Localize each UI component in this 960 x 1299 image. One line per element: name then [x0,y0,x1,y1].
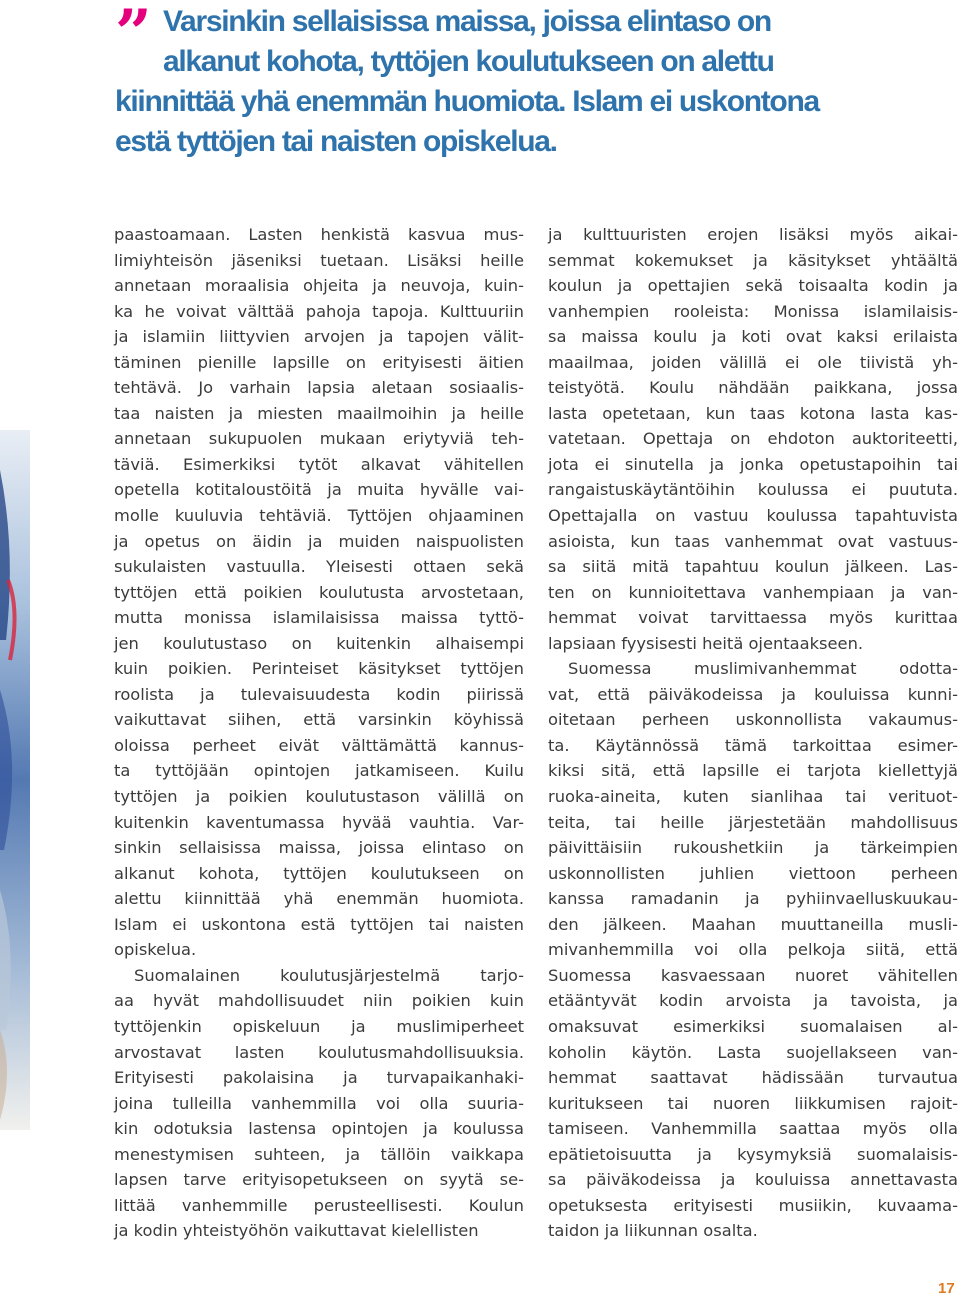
body-text-line: limiyhteisön jäseniksi tuetaan. Lisäksi heille [114,250,524,270]
body-text-line: sa maissa koulu ja koti ovat kaksi erilaista [548,327,958,347]
body-text-line: taidon ja liikunnan osalta. [548,1221,758,1241]
body-text-line: Islam ei uskontona estä tyttöjen tai naisten [114,914,524,934]
right-column-body-text [548,222,958,1244]
body-text-line: ja opetus on äidin ja muiden naispuolisten [114,531,524,551]
body-text-line: etääntyvät kodin arvoista ja tavoista, ja [548,991,958,1011]
body-text-line: molle kuuluvia tehtäviä. Tyttöjen ohjaaminen [114,506,524,526]
body-text-line: ten on kunnioitettava vanhempiaan ja van- [548,582,958,602]
body-text-line: lapsen tarve erityisopetukseen on syytä se- [114,1170,524,1190]
page-number: 17 [938,1280,955,1297]
body-text-line: kuritukseen tai nuoren liikkumisen rajoit- [548,1093,958,1113]
body-text-line: Suomessa muslimivanhemmat odotta- [568,659,958,679]
body-text-line: ka he voivat välttää pahoja tapoja. Kulttuuriin [114,301,524,321]
pull-quote-line: Varsinkin sellaisissa maissa, joissa elintaso on [163,5,771,38]
body-text-line: Erityisesti pakolaisina ja turvapaikanhaki- [114,1068,524,1088]
body-text-line: alkanut kohota, tyttöjen koulutukseen on [114,863,524,883]
side-decorative-image [0,430,30,1130]
body-text-line: Opettajalla on vastuu koulussa tapahtuvista [548,506,958,526]
body-text-line: epätietoisuutta ja kysymyksiä suomalaisis- [548,1144,958,1164]
body-text-line: lapsiaan fyysisesti heitä ojentaakseen. [548,633,864,653]
body-text-line: annetaan moraalisia ohjeita ja neuvoja, kuin- [114,276,524,296]
body-text-line: opiskelua. [114,940,197,960]
body-text-line: den jälkeen. Maahan muuttaneilla musli- [548,914,958,934]
side-image-graphic [0,430,30,1130]
body-text-line: hemmat saattavat hädissään turvautua [548,1068,958,1088]
pull-quote-line: alkanut kohota, tyttöjen koulutukseen on alettu [163,45,774,78]
body-text-line: ta. Käytännössä tämä tarkoittaa esimer- [548,735,958,755]
body-text-line: tehtävä. Jo varhain lapsia aletaan sosiaalis- [114,378,524,398]
body-text-line: mutta monissa islamilaisissa maissa tyttö- [114,608,524,628]
body-text-line: menestymisen suhteen, ja tällöin vaikkapa [114,1144,524,1164]
body-text-line: ja kulttuuristen erojen lisäksi myös aikai- [548,225,958,244]
body-text-line: teistyötä. Koulu nähdään paikkana, jossa [548,378,958,398]
body-text-line: maailmaa, joiden välillä ei ole tiivistä yh- [548,352,958,372]
body-text-line: täviä. Esimerkiksi tytöt alkavat vähitellen [114,454,524,474]
body-text-line: oloissa perheet eivät välttämättä kannus- [114,735,524,755]
left-column-body-text [114,222,524,1244]
body-text-line: littää vanhemmille perusteellisesti. Koulun [114,1195,524,1215]
body-text-line: taa naisten ja miesten maailmoihin ja heille [114,403,524,423]
body-text-line: teita, tai heille järjestetään mahdollisuus [548,812,958,832]
body-text-line: omaksuvat esimerkiksi suomalaisen al- [548,1016,958,1036]
body-text-line: vaikuttavat siihen, että varsinkin köyhissä [114,710,524,730]
body-text-line: jota ei sinutella ja jonka opetustapoihin tai [548,454,958,474]
body-text-line: opetuksesta erityisesti musiikin, kuvaama- [548,1195,958,1215]
body-text-line: kiksi sitä, että lapsille ei tarjota kiellettyjä [548,761,958,781]
body-text-line: vatetaan. Opettaja on ehdoton auktoriteetti, [548,429,958,449]
body-text-line: oitetaan perheen uskonnollista vakaumus- [548,710,958,730]
body-text-line: tyttöjenkin opiskeluun ja muslimiperheet [114,1016,524,1036]
body-text-line: päivittäisiin rukoushetkiin ja tärkeimpien [548,838,958,858]
body-text-line: hemmat voivat tarvittaessa myös kurittaa [548,608,958,628]
quote-mark: ” [115,0,148,71]
body-text-line: kuin poikien. Perinteiset käsitykset tyttöjen [114,659,524,679]
body-text-line: ja kodin yhteistyöhön vaikuttavat kielellisten [114,1221,479,1241]
body-text-line: joina tulleilla vanhemmilla voi olla suuria- [114,1093,524,1113]
body-text-line: Suomalainen koulutusjärjestelmä tarjo- [134,965,524,985]
body-text-line: jen koulutustaso on kuitenkin alhaisempi [114,633,524,653]
body-text-line: tyttöjen että poikien koulutusta arvostetaan, [114,582,524,602]
body-text-line: Suomessa kasvaessaan nuoret vähitellen [548,965,958,985]
body-text-line: ruoka-aineita, kuten sianlihaa tai verituot- [548,787,958,807]
body-text-line: ja islamiin liittyvien arvojen ja tapojen välit- [114,327,524,347]
body-text-line: kanssa ramadanin ja pyhiinvaelluskuukau- [548,889,958,909]
pull-quote-line: kiinnittää yhä enemmän huomiota. Islam ei uskontona [115,85,819,118]
body-text-line: roolista ja tulevaisuudesta kodin piirissä [114,684,524,704]
body-text-line: opetella kotitaloustöitä ja muita hyvälle vai- [114,480,524,500]
body-text-line: täminen pienille lapsille on erityisesti äitien [114,352,524,372]
body-text-line: sa siitä mitä tapahtuu koulun jälkeen. Las- [548,557,958,577]
body-text-line: tyttöjen ja poikien koulutustason välillä on [114,787,524,807]
body-text-line: koulun ja opettajien sekä toisaalta kodin ja [548,276,958,296]
body-text-line: vat, että päiväkodeissa ja kouluissa kunni- [548,684,958,704]
body-text-line: rangaistuskäytäntöihin koulussa ei puututa. [548,480,958,500]
pull-quote [115,2,819,162]
body-text-line: mivanhemmilla voi olla pelkoja siitä, että [548,940,958,960]
body-text-line: vanhempien rooleista: Monissa islamilaisis- [548,301,958,321]
body-text-line: paastoamaan. Lasten henkistä kasvua mus- [114,225,524,244]
body-text-line: sukulaisten vastuulla. Yleisesti ottaen sekä [114,557,524,577]
body-text-line: annetaan sukupuolen mukaan eriytyviä teh- [114,429,524,449]
body-text-line: koholin käytön. Lasta suojellakseen van- [548,1042,958,1062]
body-text-line: asioista, kun taas vanhemmat ovat vastuus- [548,531,958,551]
body-text-line: lasta opetetaan, kun taas kotona lasta kas- [548,403,958,423]
body-text-line: arvostavat lasten koulutusmahdollisuuksia. [114,1042,524,1062]
pull-quote-line: estä tyttöjen tai naisten opiskelua. [115,125,557,158]
body-text-line: uskonnollisten juhlien viettoon perheen [548,863,958,883]
body-text-line: sa päiväkodeissa ja kouluissa annettavasta [548,1170,958,1190]
body-text-line: semmat kokemukset ja käsitykset yhtäältä [548,250,958,270]
body-text-line: ta tyttöjään opintojen jatkamiseen. Kuilu [114,761,524,781]
body-text-line: sinkin sellaisissa maissa, joissa elintaso on [114,838,524,858]
body-text-line: alettu kiinnittää yhä enemmän huomiota. [114,889,524,909]
body-text-line: tamiseen. Vanhemmilla saattaa myös olla [548,1119,958,1139]
body-text-line: kin odotuksia lastensa opintojen ja koulussa [114,1119,524,1139]
body-text-line: aa hyvät mahdollisuudet niin poikien kuin [114,991,524,1011]
body-text-line: kuitenkin kaventumassa hyvää vauhtia. Var- [114,812,524,832]
